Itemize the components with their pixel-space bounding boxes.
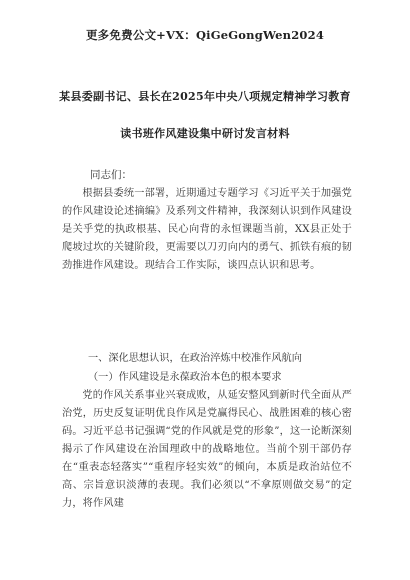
subsection-heading: （一）作风建设是永葆政治本色的根本要求 [88,372,282,383]
section-heading: 一、深化思想认识，在政治淬炼中校准作风航向 [88,353,302,364]
promo-banner: 更多免费公文+VX：QiGeGongWen2024 [85,28,325,42]
document-title-line-2: 读书班作风建设集中研讨发言材料 [120,127,290,140]
document-title-line-1: 某县委副书记、县长在2025年中央八项规定精神学习教育 [59,90,351,103]
salutation: 同志们： [90,169,132,181]
body-paragraph-section-1: 党的作风关系事业兴衰成败，从延安整风到新时代全面从严治党，历史反复证明优良作风是党赢得民心、战胜困难的核心密码。习近平总书记强调“党的作风就是党的形象”，这一论断深刻揭示了作风建设在治国理政中的战略地位。当前个别干部仍存在“重表态轻落实”“重程序轻实效”的倾向，本质是政治站位不高、宗旨意识淡薄的表现。我们必须以“不拿原则做交易”的定力，将作风建 [62,390,352,509]
body-paragraph-intro: 根据县委统一部署，近期通过专题学习《习近平关于加强党的作风建设论述摘编》及系列文件精神，我深刻认识到作风建设是关乎党的执政根基、民心向背的永恒课题当前，XX县正处于爬坡过坎的关键阶段，更需要以刀刃向内的勇气、抓铁有痕的韧劲推进作风建设。现结合工作实际，谈四点认识和思考。 [62,188,352,271]
